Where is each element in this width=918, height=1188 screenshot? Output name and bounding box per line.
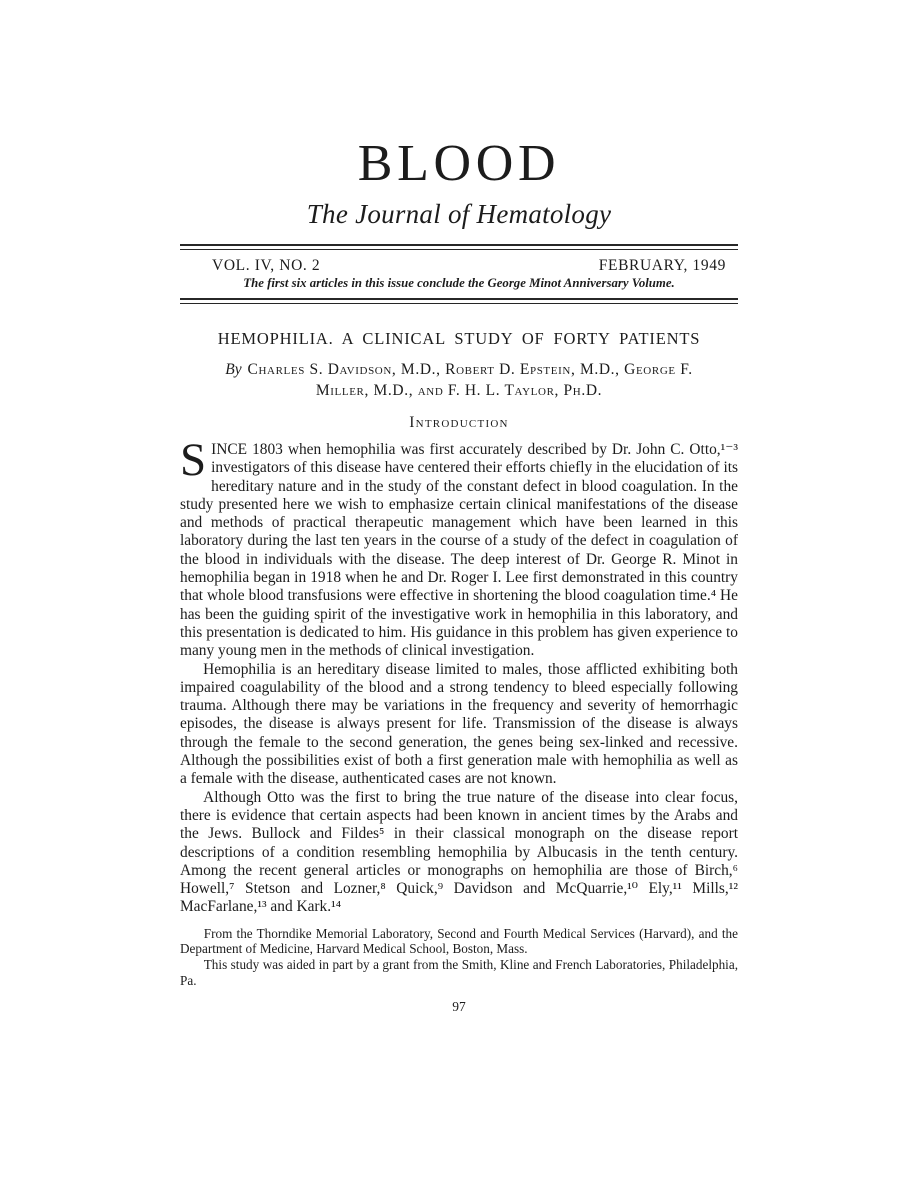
bottom-double-rule bbox=[180, 298, 738, 304]
paragraph-1-text: INCE 1803 when hemophilia was first accurately described by Dr. John C. Otto,¹⁻³ investigators of this disease have centered their efforts chiefly in the elucidation of its hereditary nature and in the study of the constant defect in blood coagulation. In the study presented here we wish to emphasize certain clinical manifestations of the disease and methods of practical therapeutic management which have been learned in this laboratory during the last ten years in the course of a study of the defect in coagulation of the blood in individuals with the disease. The deep interest of Dr. George R. Minot in hemophilia began in 1918 when he and Dr. Roger I. Lee first demonstrated in this country that whole blood transfusions were effective in shortening the blood coagulation time.⁴ He has been the guiding spirit of the investigative work in hemophilia in this laboratory, and this presentation is dedicated to him. His guidance in this problem has given experience to many young men in the methods of clinical investigation. bbox=[180, 441, 738, 660]
journal-subtitle: The Journal of Hematology bbox=[306, 199, 612, 229]
section-heading-introduction: Introduction bbox=[409, 414, 509, 431]
intro-paragraph-1 bbox=[180, 434, 738, 661]
byline-prefix: By bbox=[225, 361, 242, 378]
intro-paragraph-2: Hemophilia is an hereditary disease limited to males, those afflicted exhibiting both impaired coagulability of the blood and a strong tendency to bleed especially following trauma. Although there may be variations in the frequency and severity of hemorrhagic episodes, the disease is always present for life. Transmission of the disease is always through the female to the second generation, the genes being sex-linked and recessive. Although the possibilities exist of both a first generation male with hemophilia as well as a female with the disease, authenticated cases are not known. bbox=[180, 660, 738, 788]
volume-label: VOL. IV, NO. 2 bbox=[212, 257, 321, 274]
byline bbox=[209, 359, 709, 401]
page-number: 97 bbox=[452, 999, 466, 1015]
footnote-affiliation: From the Thorndike Memorial Laboratory, Second and Fourth Medical Services (Harvard), and the Department of Medicine, Harvard Medical School, Boston, Mass. bbox=[180, 925, 738, 957]
byline-authors-line2: Miller, M.D., and F. H. L. Taylor, Ph.D. bbox=[315, 382, 603, 399]
footnote-grant: This study was aided in part by a grant from the Smith, Kline and French Laboratories, Philadelphia, Pa. bbox=[180, 956, 738, 988]
issue-date: FEBRUARY, 1949 bbox=[598, 257, 726, 274]
intro-paragraph-3: Although Otto was the first to bring the true nature of the disease into clear focus, there is evidence that certain aspects had been known in ancient times by the Arabs and the Jews. Bullock and Fildes⁵ in their classical monograph on the disease report descriptions of a condition resembling hemophilia by Albucasis in the tenth century. Among the recent general articles or monographs on hemophilia are those of Birch,⁶ Howell,⁷ Stetson and Lozner,⁸ Quick,⁹ Davidson and McQuarrie,¹⁰ Ely,¹¹ Mills,¹² MacFarlane,¹³ and Kark.¹⁴ bbox=[180, 788, 738, 916]
masthead-row bbox=[180, 250, 738, 275]
byline-authors-line1: Charles S. Davidson, M.D., Robert D. Epstein, M.D., George F. bbox=[247, 361, 693, 378]
article-title: HEMOPHILIA. A CLINICAL STUDY OF FORTY PATIENTS bbox=[217, 329, 701, 348]
journal-title: BLOOD bbox=[357, 135, 561, 192]
footnotes-block bbox=[180, 926, 738, 988]
masthead-bar bbox=[180, 244, 738, 304]
dropcap-letter: S bbox=[180, 434, 207, 486]
text-column bbox=[180, 0, 738, 1015]
anniversary-note: The first six articles in this issue conclude the George Minot Anniversary Volume. bbox=[243, 276, 675, 290]
